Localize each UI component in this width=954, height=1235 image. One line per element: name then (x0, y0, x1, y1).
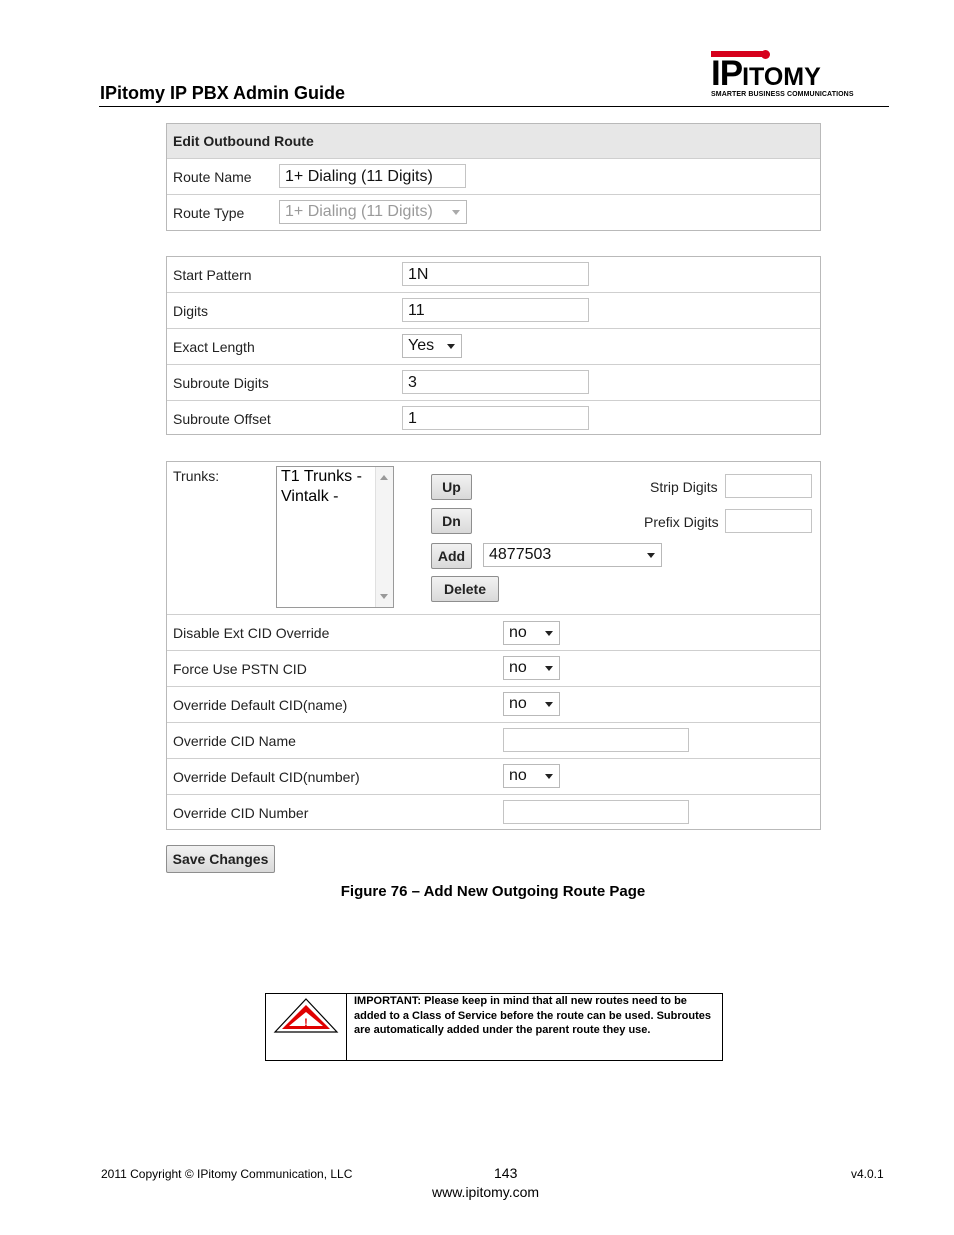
strip-digits-input[interactable] (725, 474, 812, 498)
override-default-cid-name-row (167, 686, 820, 722)
trunks-label: Trunks: (173, 468, 220, 484)
document-title: IPitomy IP PBX Admin Guide (100, 83, 346, 103)
exact-length-row (167, 328, 820, 364)
ipitomy-logo (711, 50, 889, 100)
exact-length-label: Exact Length (173, 339, 255, 355)
subroute-offset-row (167, 400, 820, 436)
chevron-down-icon (545, 631, 553, 636)
note-icon-cell (266, 994, 347, 1060)
route-name-row (167, 158, 820, 194)
override-default-cid-number-label: Override Default CID(number) (173, 769, 360, 785)
trunk-item-t1[interactable]: T1 Trunks - (281, 468, 362, 485)
add-trunk-button[interactable]: Add (431, 543, 472, 569)
trunks-listbox[interactable] (276, 466, 394, 608)
add-trunk-select-value: 4877503 (489, 546, 552, 563)
prefix-digits-input[interactable] (725, 509, 812, 533)
footer-copyright: 2011 Copyright © IPitomy Communication, LLC (101, 1167, 353, 1181)
exact-length-value: Yes (408, 337, 435, 354)
footer-url: www.ipitomy.com (432, 1184, 540, 1200)
chevron-down-icon (452, 210, 460, 215)
warning-glyph: ! (304, 1017, 308, 1029)
override-cid-number-input[interactable] (503, 800, 689, 824)
footer-version: v4.0.1 (851, 1167, 884, 1181)
force-pstn-cid-label: Force Use PSTN CID (173, 661, 307, 677)
note-text: IMPORTANT: Please keep in mind that all new routes need to be added to a Class of Service before the route can be used. Subroutes are automatically added under the parent route they use. (354, 995, 711, 1036)
override-default-cid-number-select[interactable] (503, 764, 560, 788)
route-type-value: 1+ Dialing (11 Digits) (285, 203, 433, 220)
route-type-select (279, 200, 467, 224)
override-default-cid-name-value: no (509, 695, 527, 712)
override-default-cid-number-row (167, 758, 820, 794)
header-rule (99, 106, 889, 107)
start-pattern-input[interactable]: 1N (402, 262, 589, 286)
force-pstn-cid-row (167, 650, 820, 686)
panel-header (167, 124, 820, 158)
route-type-row (167, 194, 820, 230)
disable-ext-cid-label: Disable Ext CID Override (173, 625, 330, 641)
move-up-button[interactable]: Up (431, 474, 472, 500)
subroute-offset-label: Subroute Offset (173, 411, 271, 427)
force-pstn-cid-select[interactable] (503, 656, 560, 680)
route-name-label: Route Name (173, 169, 252, 185)
pattern-panel (166, 256, 821, 435)
important-note (265, 993, 723, 1061)
override-cid-number-row (167, 794, 820, 830)
digits-row (167, 292, 820, 328)
override-cid-name-row (167, 722, 820, 758)
page-number: 143 (494, 1165, 518, 1181)
chevron-down-icon (647, 553, 655, 558)
trunks-row (167, 462, 820, 614)
subroute-digits-label: Subroute Digits (173, 375, 269, 391)
chevron-down-icon (545, 702, 553, 707)
override-default-cid-number-value: no (509, 767, 527, 784)
force-pstn-cid-value: no (509, 659, 527, 676)
chevron-down-icon (545, 774, 553, 779)
digits-label: Digits (173, 303, 209, 319)
edit-outbound-route-panel (166, 123, 821, 231)
scroll-up-icon[interactable] (380, 475, 388, 480)
trunk-item-vintalk[interactable]: Vintalk - (281, 488, 339, 505)
figure-caption: Figure 76 – Add New Outgoing Route Page (340, 883, 646, 900)
logo-wordmark: IPITOMY (711, 54, 821, 93)
listbox-scrollbar[interactable] (375, 467, 393, 607)
digits-input[interactable]: 11 (402, 298, 589, 322)
subroute-digits-input[interactable]: 3 (402, 370, 589, 394)
disable-ext-cid-select[interactable] (503, 621, 560, 645)
chevron-down-icon (447, 344, 455, 349)
start-pattern-row (167, 257, 820, 292)
override-cid-number-label: Override CID Number (173, 805, 309, 821)
move-down-button[interactable]: Dn (431, 508, 472, 534)
prefix-digits-label: Prefix Digits (644, 514, 719, 530)
route-type-label: Route Type (173, 205, 245, 221)
subroute-offset-input[interactable]: 1 (402, 406, 589, 430)
route-name-input[interactable]: 1+ Dialing (11 Digits) (279, 164, 466, 188)
start-pattern-label: Start Pattern (173, 267, 252, 283)
chevron-down-icon (545, 666, 553, 671)
panel-title: Edit Outbound Route (173, 133, 314, 149)
override-cid-name-label: Override CID Name (173, 733, 296, 749)
disable-ext-cid-row (167, 614, 820, 650)
warning-icon (266, 994, 346, 1060)
override-default-cid-name-select[interactable] (503, 692, 560, 716)
delete-trunk-button[interactable]: Delete (431, 576, 499, 602)
save-changes-button[interactable]: Save Changes (166, 845, 275, 873)
disable-ext-cid-value: no (509, 624, 527, 641)
override-default-cid-name-label: Override Default CID(name) (173, 697, 348, 713)
trunks-panel (166, 461, 821, 830)
subroute-digits-row (167, 364, 820, 400)
override-cid-name-input[interactable] (503, 728, 689, 752)
strip-digits-label: Strip Digits (650, 479, 718, 495)
exact-length-select[interactable] (402, 334, 462, 358)
add-trunk-select[interactable] (483, 543, 662, 567)
scroll-down-icon[interactable] (380, 594, 388, 599)
logo-tagline: SMARTER BUSINESS COMMUNICATIONS (711, 91, 854, 98)
